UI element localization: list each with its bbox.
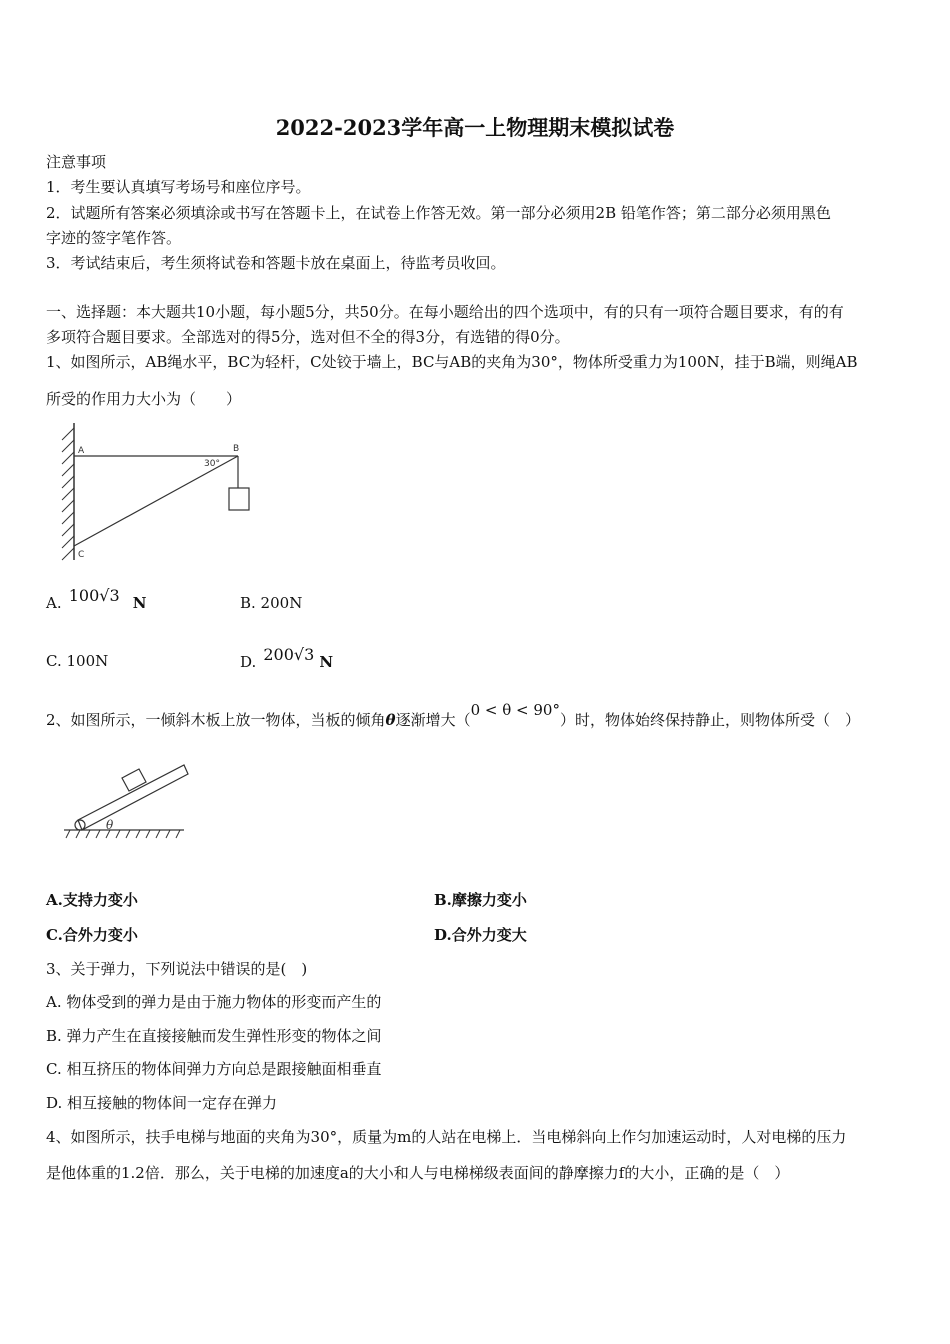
q3-option: A. 物体受到的弹力是由于施力物体的形变而产生的	[46, 993, 382, 1011]
wall-hatch	[62, 428, 74, 560]
weight-box	[229, 488, 249, 510]
option-unit: N	[319, 653, 334, 671]
q1-option-d	[240, 645, 334, 671]
q3-option: B. 弹力产生在直接接触而发生弹性形变的物体之间	[46, 1027, 382, 1045]
ground-hatch	[66, 830, 180, 838]
notice-heading: 注意事项	[46, 153, 107, 171]
notice-line: 1．考生要认真填写考场号和座位序号。	[46, 178, 311, 196]
label-c: C	[78, 550, 85, 560]
q3-option: D. 相互接触的物体间一定存在弹力	[46, 1094, 278, 1112]
label-theta: θ	[106, 818, 114, 832]
notice-line: 字迹的签字笔作答。	[46, 229, 182, 247]
q2-theta: θ	[385, 711, 396, 729]
q1-figure-wall-rod-rope	[54, 420, 264, 565]
q4-stem-line1: 4、如图所示，扶手电梯与地面的夹角为30°，质量为m的人站在电梯上．当电梯斜向上作匀加速运动时，人对电梯的压力	[46, 1128, 847, 1146]
q2-text-before: 2、如图所示，一倾斜木板上放一物体，当板的倾角	[46, 711, 386, 729]
option-unit: N	[132, 594, 147, 612]
q3-option: C. 相互挤压的物体间弹力方向总是跟接触面相垂直	[46, 1060, 382, 1078]
q1-option-c: C. 100N	[46, 652, 109, 670]
q4-stem-line2: 是他体重的1.2倍．那么，关于电梯的加速度a的大小和人与电梯梯级表面间的静摩擦力f的大小，正确的是（ ）	[46, 1164, 790, 1182]
q2-option-b: B.摩擦力变小	[434, 891, 527, 909]
label-a: A	[78, 446, 85, 456]
option-math: 200√3	[263, 645, 315, 664]
section-heading: 一、选择题：本大题共10小题，每小题5分，共50分。在每小题给出的四个选项中，有的只有一项符合题目要求，有的有	[46, 303, 844, 321]
q2-option-a: A.支持力变小	[46, 891, 138, 909]
block	[122, 769, 146, 791]
notice-line: 3．考试结束后，考生须将试卷和答题卡放在桌面上，待监考员收回。	[46, 254, 506, 272]
q1-option-b: B. 200N	[240, 594, 303, 612]
q1-option-a	[46, 586, 147, 612]
q2-range: 0 < θ < 90°	[470, 701, 560, 719]
rod-bc	[74, 456, 238, 546]
q1-stem-line2: 所受的作用力大小为（ ）	[46, 390, 242, 408]
q2-option-d: D.合外力变大	[434, 926, 527, 944]
q3-stem: 3、关于弹力，下列说法中错误的是( )	[46, 960, 308, 978]
page-title: 2022-2023学年高一上物理期末模拟试卷	[275, 115, 675, 140]
q2-text-mid: 逐渐增大（	[395, 711, 471, 729]
q2-text-after: ）时，物体始终保持静止，则物体所受（ ）	[559, 711, 860, 729]
q1-stem-line1: 1、如图所示，AB绳水平，BC为轻杆，C处铰于墙上，BC与AB的夹角为30°，物体所受重力为100N，挂于B端，则绳AB	[46, 353, 858, 371]
label-b: B	[233, 444, 240, 454]
option-letter: D.	[240, 653, 257, 671]
notice-line: 2．试题所有答案必须填涂或书写在答题卡上，在试卷上作答无效。第一部分必须用2B 铅笔作答；第二部分必须用黑色	[46, 204, 831, 222]
option-math: 100√3	[68, 586, 120, 605]
q2-figure-incline	[60, 760, 190, 842]
section-heading: 多项符合题目要求。全部选对的得5分，选对但不全的得3分，有选错的得0分。	[46, 328, 570, 346]
label-angle: 30°	[204, 459, 220, 469]
option-letter: A.	[46, 594, 62, 612]
q2-option-c: C.合外力变小	[46, 926, 138, 944]
q2-stem	[46, 701, 860, 730]
